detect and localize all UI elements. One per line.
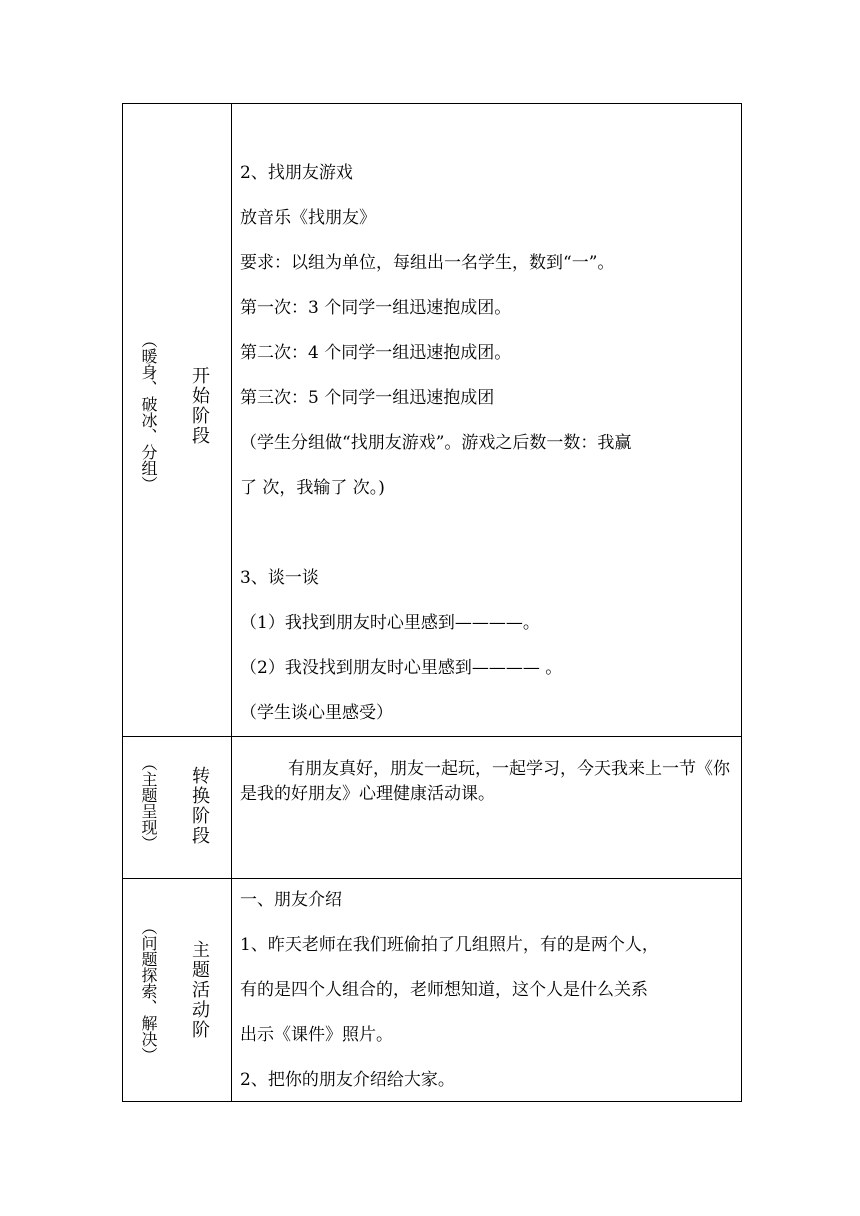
content-line: （学生分组做“找朋友游戏”。游戏之后数一数：我赢 [240, 433, 632, 453]
content-line: 3、谈一谈 [240, 568, 319, 588]
content-line: 要求：以组为单位，每组出一名学生，数到“一”。 [240, 253, 615, 273]
content-line: 一、朋友介绍 [240, 890, 342, 910]
content-line: （1）我找到朋友时心里感到————。 [240, 613, 540, 633]
content-line: 第二次：4 个同学一组迅速抱成团。 [240, 343, 512, 363]
lesson-table [122, 103, 742, 1102]
content-line: （学生谈心里感受） [240, 703, 393, 723]
content-paragraph: 有朋友真好，朋友一起玩，一起学习，今天我来上一节《你是我的好朋友》心理健康活动课。 [240, 759, 730, 804]
stage-title: 开 始 阶 段 [192, 366, 210, 447]
column-divider [231, 104, 232, 1101]
content-line: 有的是四个人组合的，老师想知道，这个人是什么关系 [240, 980, 648, 1000]
content-line: 第一次：3 个同学一组迅速抱成团。 [240, 298, 512, 318]
content-cell-start [240, 104, 740, 736]
stage-title: 主 题 活 动 阶 [192, 940, 210, 1041]
content-line: 了 次，我输了 次。) [240, 478, 385, 498]
content-cell-transition [240, 737, 740, 878]
content-line: 出示《课件》照片。 [240, 1025, 393, 1045]
stage-subtitle: （问题探索、解决） [139, 919, 158, 1063]
stage-subtitle: （暖身、破冰、分组） [139, 332, 158, 492]
content-line: 第三次：5 个同学一组迅速抱成团 [240, 388, 495, 408]
stage-cell-transition [123, 737, 231, 878]
content-line: 2、找朋友游戏 [240, 163, 353, 183]
stage-cell-theme [123, 879, 231, 1103]
content-line: （2）我没找到朋友时心里感到———— 。 [240, 658, 563, 678]
content-cell-theme [240, 879, 740, 1103]
stage-subtitle: （主题呈现） [139, 755, 158, 851]
content-line: 放音乐《找朋友》 [240, 208, 376, 228]
stage-cell-start [123, 104, 231, 736]
stage-title: 转 换 阶 段 [192, 766, 210, 847]
content-line: 1、昨天老师在我们班偷拍了几组照片，有的是两个人， [240, 935, 659, 955]
content-line: 2、把你的朋友介绍给大家。 [240, 1070, 455, 1090]
